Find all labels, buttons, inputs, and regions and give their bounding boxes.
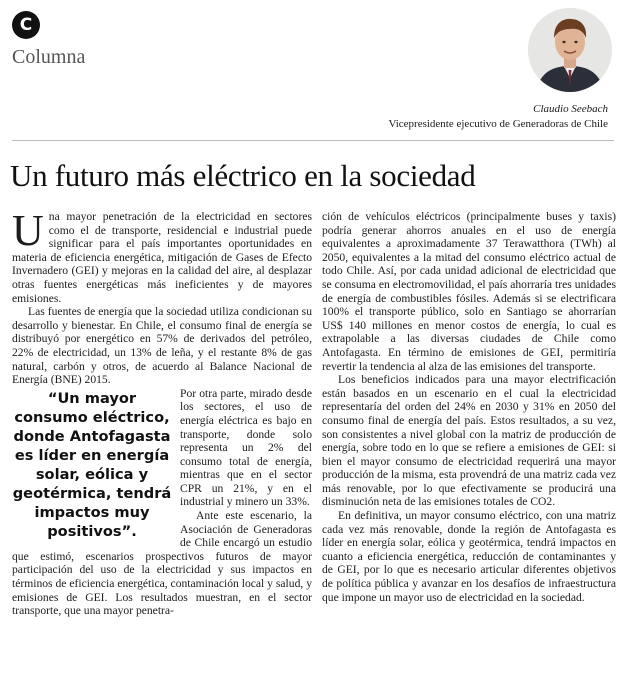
article-column-left	[12, 206, 312, 618]
author-block	[388, 102, 608, 132]
paragraph-sectors: Por otra parte, mirado desde los sectores, el uso de energía eléctrica es bajo en transporte, donde solo representa un 2% del consumo total de energía, mientras que en el sector CPR un 21%, y en el industrial y minero un 33%.	[180, 386, 312, 509]
column-badge: C	[12, 11, 40, 39]
drop-cap: U	[12, 206, 44, 255]
paragraph-energy-sources: Las fuentes de energía que la sociedad utiliza condicionan su desarrollo y bienestar. En Chile, el consumo final de energía se distribuyó por energético en 57% de derivados del petróleo, 22% de electricidad, un 13% de leña, y el restante 8% de gas natural, carbón y otros, de acuerdo al Balance Nacional de Energía (BNE) 2015.	[12, 305, 312, 387]
paragraph-electromobility: ción de vehículos eléctricos (principalmente buses y taxis) podría generar ahorros anuales en el uso de energía equivalentes a aproximadamente 37 Terawatthora (TWh) al 2050, equivalentes a la mitad del consumo eléctrico actual de todo Chile. Así, por cada unidad adicional de electricidad que se consuma en electromovilidad, el país ahorraría tres unidades de energía de combustibles fósiles. Además si se electrificara 100% el transporte público, solo en Santiago se ahorrarían US$ 140 millones en menor costos de energía, lo cual es extrapolable a las diversas ciudades de Chile como Antofagasta. En término de emisiones de GEI, permitiría revertir la tendencia al alza de las emisiones del transporte.	[322, 210, 616, 373]
paragraph-benefits: Los beneficios indicados para una mayor electrificación están basados en un escenario en el cual la electricidad representaría del orden del 24% en 2030 y 31% en 2050 del consumo final de energía del país. Estos resultados, a su vez, son consistentes a nivel global con la matriz de producción de energía, sobre todo en lo que se refiere a emisiones de GEI: si bien el mayor consumo de electricidad requerirá una mayor producción de la misma, esta provendrá de una matriz cada vez más renovable, por lo que efectivamente se producirá una disminución neta de las emisiones totales de CO2.	[322, 373, 616, 509]
author-name: Claudio Seebach	[533, 103, 608, 115]
paragraph-study: Ante este escenario, la Asociación de Generadoras de Chile encargó un estudio que estimó, escenarios prospectivos futuros de mayor participación del uso de la electricidad y sus impactos en términos de eficiencia energética, contaminación local y salud, y emisiones de GEI. Los resultados muestran, en el sector transporte, que una mayor penetra-	[12, 509, 312, 618]
author-portrait-image	[528, 8, 612, 92]
author-title: Vicepresidente ejecutivo de Generadoras de Chile	[388, 118, 608, 130]
article-column-right	[322, 210, 616, 604]
section-label: Columna	[12, 46, 86, 68]
paragraph-conclusion: En definitiva, un mayor consumo eléctrico, con una matriz cada vez más renovable, donde la región de Antofagasta es líder en energía solar, eólica y geotérmica, tendrá impactos en cuanto a eficiencia energética, reducción de contaminantes y de GEI, por lo que es necesario articular diferentes objetivos de política pública y avanzar en los desafíos de infraestructura que impone un mayor uso de electricidad en la sociedad.	[322, 509, 616, 604]
pull-quote: “Un mayor consumo eléctrico, donde Antofagasta es líder en energía solar, eólica y geotérmica, tendrá impactos muy positivos”.	[12, 389, 172, 540]
author-photo	[528, 8, 612, 92]
article-headline: Un futuro más eléctrico en la sociedad	[10, 158, 476, 193]
paragraph-intro-text: na mayor penetración de la electricidad en sectores como el de transporte, residencial e industrial puede significar para el país importantes oportunidades en materia de eficiencia energética, mitigación de Gases de Efecto Invernadero (GEI) y mejoras en la calidad del aire, al desplazar otras fuentes energéticas más ineficientes y de mayores emisiones.	[12, 210, 312, 305]
header-divider	[12, 140, 614, 141]
paragraph-intro	[12, 206, 312, 305]
